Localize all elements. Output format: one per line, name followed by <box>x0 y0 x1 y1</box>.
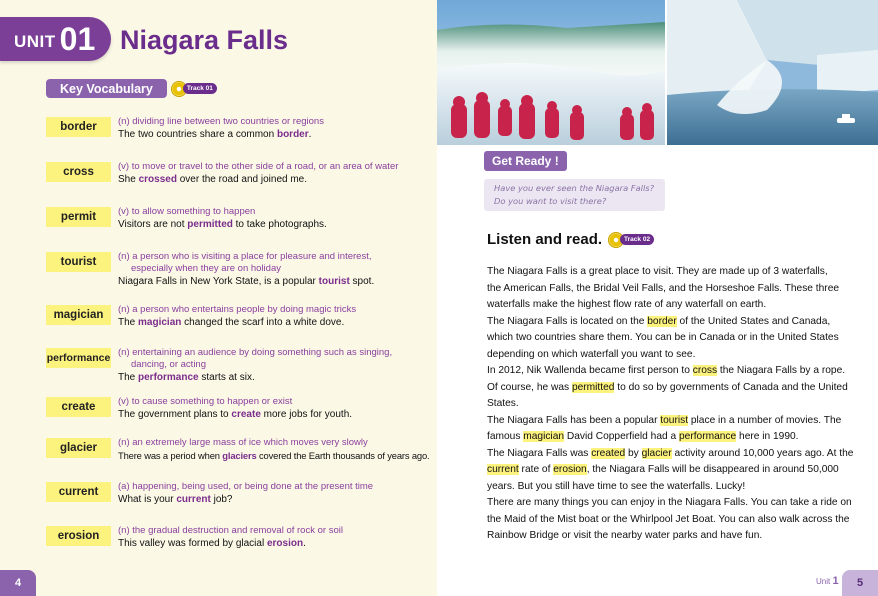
passage-text: David Copperfield had a <box>564 431 679 442</box>
get-ready-label: Get Ready ! <box>484 151 567 171</box>
example-text: starts at six. <box>198 372 255 383</box>
passage-text: waterfalls make the highest flow rate of any waterfall on earth. <box>487 299 767 310</box>
definition-text: (n) dividing line between two countries or regions <box>118 116 324 127</box>
vocab-definition <box>118 481 418 493</box>
prompt-line-2: Do you want to visit there? <box>494 196 607 206</box>
highlighted-vocab-word: created <box>591 447 626 459</box>
vocab-definition <box>118 437 418 449</box>
passage-line <box>487 413 847 430</box>
passage-text: the American Falls, the Bridal Veil Falls, and the Horseshoe Falls. These three <box>487 282 840 294</box>
passage-text: States. <box>487 398 519 409</box>
example-text: The <box>118 317 139 328</box>
passage-text: depending on which waterfall you want to see. <box>487 348 696 360</box>
passage-text: of the United States and Canada, <box>676 315 831 327</box>
passage-text: Rainbow Bridge or visit the nearby water parks and have fun. <box>487 530 763 541</box>
vocab-word: permit <box>46 207 111 227</box>
niagara-falls-photos <box>437 0 878 145</box>
track-label: Track 02 <box>620 234 654 245</box>
passage-text: the Maid of the Mist boat or the Whirlpool Jet Boat. You can also walk across the <box>487 513 850 525</box>
example-text: changed the scarf into a white dove. <box>181 317 345 328</box>
example-keyword: create <box>231 409 261 420</box>
passage-text: place in a number of movies. The <box>688 414 842 426</box>
passage-text: years. But you still have time to see the waterfalls. Lucky! <box>487 480 746 492</box>
passage-text: to do so by governments of Canada and the United <box>614 381 848 393</box>
page-number-right: 5 <box>842 570 878 596</box>
example-sentence <box>118 129 311 141</box>
vocab-word: tourist <box>46 252 111 272</box>
track-01-badge[interactable] <box>171 81 217 97</box>
vocab-word: cross <box>46 162 111 182</box>
example-text: . <box>303 538 306 549</box>
passage-text: Of course, he was <box>487 381 572 393</box>
track-label: Track 01 <box>183 83 217 94</box>
example-keyword: performance <box>138 372 199 383</box>
highlighted-vocab-word: glacier <box>641 447 672 459</box>
vocab-word: glacier <box>46 438 111 458</box>
unit-footer <box>816 575 839 587</box>
highlighted-vocab-word: current <box>487 464 519 475</box>
example-text: The government plans to <box>118 409 232 420</box>
highlighted-vocab-word: erosion <box>553 464 587 475</box>
vocab-word: create <box>46 397 111 417</box>
passage-line <box>487 347 847 364</box>
passage-line <box>487 528 847 545</box>
vocab-word: performance <box>46 348 111 368</box>
example-text: . <box>308 129 312 140</box>
example-sentence <box>118 174 307 186</box>
passage-line <box>487 281 847 298</box>
passage-line <box>487 429 847 446</box>
definition-text: (v) to move or travel to the other side of a road, or an area of water <box>118 161 399 172</box>
reading-passage <box>487 264 854 545</box>
example-keyword: glaciers <box>222 450 257 461</box>
example-keyword: current <box>176 494 211 505</box>
vocab-definition <box>118 251 418 275</box>
left-page <box>0 0 437 596</box>
passage-text: , the Niagara Falls will be disappeared in around 50,000 <box>586 464 839 475</box>
highlighted-vocab-word: performance <box>679 431 737 442</box>
example-sentence <box>118 538 306 550</box>
vocab-definition <box>118 161 418 173</box>
key-vocabulary-header <box>46 79 217 98</box>
passage-text: There are many things you can enjoy in the Niagara Falls. You can take a ride on <box>487 497 852 508</box>
highlighted-vocab-word: magician <box>523 431 565 442</box>
example-text: What is your <box>118 494 177 505</box>
right-page <box>437 0 878 596</box>
definition-text: (a) happening, being used, or being done at the present time <box>118 481 374 492</box>
passage-line <box>487 330 847 347</box>
vocab-definition <box>118 206 418 218</box>
vocab-word: magician <box>46 305 111 325</box>
track-02-badge[interactable] <box>608 232 654 248</box>
vocab-definition <box>118 116 418 128</box>
passage-line <box>487 380 847 397</box>
passage-line <box>487 446 854 463</box>
unit-footer-word: Unit <box>816 577 831 586</box>
get-ready-prompt <box>484 179 665 211</box>
vocab-definition <box>118 347 418 371</box>
passage-text: the Niagara Falls by a rope. <box>717 365 846 376</box>
example-sentence <box>118 450 430 462</box>
passage-text: which two countries share them. You can be in Canada or in the United States <box>487 332 839 343</box>
unit-footer-number: 1 <box>832 575 839 587</box>
example-sentence <box>118 372 255 384</box>
example-keyword: tourist <box>318 276 350 287</box>
example-text: to take photographs. <box>232 219 327 230</box>
example-text: Visitors are not <box>118 219 188 230</box>
passage-text: The Niagara Falls is a great place to visit. They are made up of 3 waterfalls, <box>487 266 828 277</box>
example-text: The <box>118 372 139 383</box>
passage-line <box>487 297 847 314</box>
passage-line <box>487 512 850 529</box>
vocab-word: current <box>46 482 111 502</box>
passage-line <box>487 363 847 380</box>
passage-text: In 2012, Nik Wallenda became first person to <box>487 365 693 376</box>
example-text: This valley was formed by glacial <box>118 538 267 549</box>
example-text: The two countries share a common <box>118 129 277 140</box>
passage-line <box>487 264 847 281</box>
definition-continued: dancing, or acting <box>131 359 206 370</box>
example-text: There was a period when <box>118 450 223 461</box>
vocab-definition <box>118 525 418 537</box>
passage-line <box>487 479 847 496</box>
definition-text: (n) the gradual destruction and removal of rock or soil <box>118 525 343 536</box>
example-keyword: permitted <box>187 219 233 230</box>
passage-text: by <box>625 447 642 459</box>
chapter-title: Niagara Falls <box>120 25 289 55</box>
highlighted-vocab-word: permitted <box>571 381 615 393</box>
unit-tab <box>0 17 111 61</box>
definition-text: (v) to allow something to happen <box>118 206 256 217</box>
highlighted-vocab-word: cross <box>692 365 718 376</box>
passage-line <box>487 495 852 512</box>
definition-text: (n) entertaining an audience by doing something such as singing, <box>118 347 393 358</box>
example-text: Niagara Falls in New York State, is a popular <box>118 276 319 287</box>
passage-text: here in 1990. <box>736 431 799 442</box>
listen-and-read-title: Listen and read. <box>487 231 603 248</box>
vocab-definition <box>118 396 418 408</box>
example-text: covered the Earth thousands of years ago. <box>256 450 430 461</box>
waterfall-photo-illustration <box>437 0 878 170</box>
example-keyword: erosion <box>266 538 304 549</box>
highlighted-vocab-word: tourist <box>660 414 689 426</box>
vocab-word: border <box>46 117 111 137</box>
definition-text: (v) to cause something to happen or exist <box>118 396 293 407</box>
highlighted-vocab-word: border <box>647 315 677 327</box>
example-sentence <box>118 409 352 421</box>
passage-line <box>487 396 847 413</box>
passage-text: The Niagara Falls is located on the <box>487 315 648 327</box>
example-keyword: border <box>276 129 309 140</box>
example-text: more jobs for youth. <box>260 409 353 420</box>
definition-continued: especially when they are on holiday <box>131 263 281 274</box>
prompt-line-1: Have you ever seen the Niagara Falls? <box>494 183 654 193</box>
example-sentence <box>118 317 344 329</box>
example-keyword: crossed <box>138 174 177 185</box>
unit-word: UNIT <box>14 32 56 51</box>
passage-text: The Niagara Falls has been a popular <box>487 414 661 426</box>
definition-text: (n) a person who entertains people by doing magic tricks <box>118 304 357 315</box>
passage-text: The Niagara Falls was <box>487 447 592 459</box>
key-vocabulary-label: Key Vocabulary <box>46 79 167 98</box>
vocab-definition <box>118 304 418 316</box>
example-text: spot. <box>349 276 375 287</box>
vocab-word: erosion <box>46 526 111 546</box>
example-sentence <box>118 276 374 288</box>
listen-and-read-header <box>487 231 654 248</box>
passage-line <box>487 462 847 479</box>
example-text: job? <box>210 494 233 505</box>
definition-text: (n) a person who is visiting a place for pleasure and interest, <box>118 251 372 262</box>
passage-text: rate of <box>518 464 554 475</box>
unit-number: 01 <box>59 21 96 57</box>
definition-text: (n) an extremely large mass of ice which moves very slowly <box>118 437 368 448</box>
example-keyword: magician <box>138 317 182 328</box>
passage-text: activity around 10,000 years ago. At the <box>671 447 854 459</box>
passage-line <box>487 314 847 331</box>
example-sentence <box>118 494 233 506</box>
passage-text: famous <box>487 431 524 442</box>
example-sentence <box>118 219 327 231</box>
example-text: over the road and joined me. <box>176 174 308 185</box>
example-text: She <box>118 174 139 185</box>
page-number-left: 4 <box>0 570 36 596</box>
